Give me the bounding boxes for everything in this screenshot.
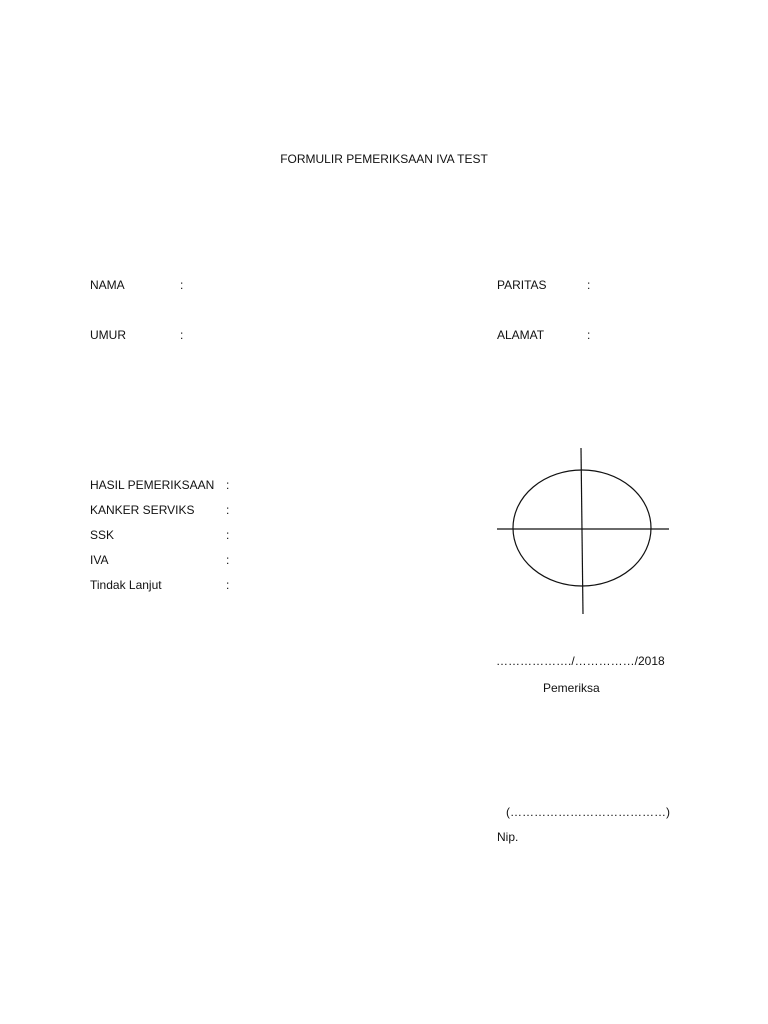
date-line: ………………./……………/2018 [496,654,665,668]
alamat-colon: : [587,328,591,342]
tindak-lanjut-colon: : [226,578,230,592]
ssk-colon: : [226,528,230,542]
umur-label: UMUR [90,328,126,342]
form-title: FORMULIR PEMERIKSAAN IVA TEST [280,152,488,166]
nip-label: Nip. [497,830,519,844]
umur-colon: : [180,328,184,342]
alamat-label: ALAMAT [497,328,545,342]
ssk-label: SSK [90,528,115,542]
cervix-diagram [494,446,672,616]
iva-label: IVA [90,553,109,567]
paritas-label: PARITAS [497,278,547,292]
iva-colon: : [226,553,230,567]
kanker-serviks-label: KANKER SERVIKS [90,503,195,517]
paritas-colon: : [587,278,591,292]
kanker-serviks-colon: : [226,503,230,517]
hasil-pemeriksaan-label: HASIL PEMERIKSAAN [90,478,215,492]
examiner-label: Pemeriksa [543,681,600,695]
nama-label: NAMA [90,278,125,292]
vertical-axis-line [581,448,583,614]
nama-colon: : [180,278,184,292]
hasil-pemeriksaan-colon: : [226,478,230,492]
signature-line: (…………………………………) [506,805,670,819]
tindak-lanjut-label: Tindak Lanjut [90,578,162,592]
